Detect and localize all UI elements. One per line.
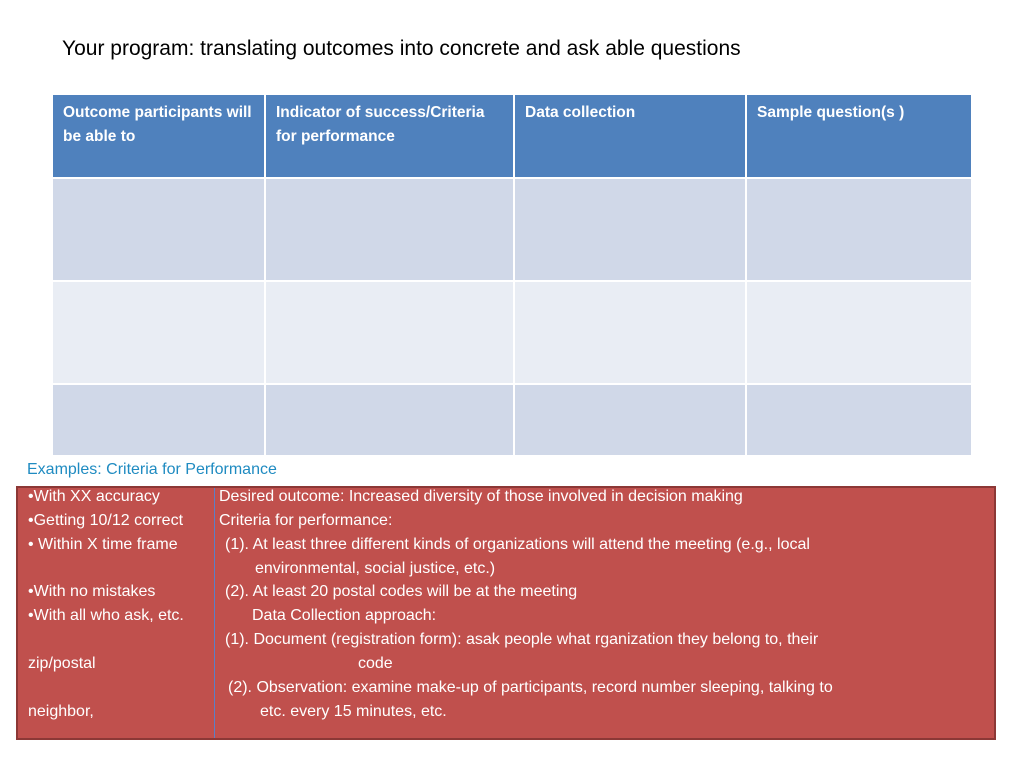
table-cell[interactable] — [746, 384, 972, 456]
table-row — [52, 281, 972, 384]
table-cell[interactable] — [746, 178, 972, 281]
table-cell[interactable] — [514, 178, 746, 281]
example-item: •With no mistakes — [28, 583, 156, 600]
table-cell[interactable] — [52, 281, 265, 384]
table-cell[interactable] — [514, 281, 746, 384]
example-item: •Getting 10/12 correct — [28, 512, 184, 529]
data-collection-heading-line: Data Collection approach: — [252, 607, 437, 624]
table-cell[interactable] — [52, 178, 265, 281]
example-item: •With XX accuracy — [28, 488, 160, 505]
table-header-row — [52, 94, 972, 178]
table-cell[interactable] — [514, 384, 746, 456]
data-collection-line: code — [358, 655, 393, 672]
header-outcome: Outcome participants will be able to — [52, 94, 265, 178]
data-collection-line: (1). Document (registration form): asak people what rganization they belong to, their — [225, 631, 819, 648]
table-cell[interactable] — [265, 178, 514, 281]
outcomes-table — [51, 93, 973, 457]
criteria-line: (1). At least three different kinds of organizations will attend the meeting (e.g., local — [225, 536, 810, 553]
table-row — [52, 178, 972, 281]
table-cell[interactable] — [265, 384, 514, 456]
table-cell[interactable] — [746, 281, 972, 384]
desired-outcome-line: Desired outcome: Increased diversity of those involved in decision making — [219, 488, 743, 505]
examples-divider — [214, 488, 215, 738]
criteria-heading-line: Criteria for performance: — [219, 512, 393, 529]
slide-title: Your program: translating outcomes into concrete and ask able questions — [62, 37, 741, 60]
data-collection-line: etc. every 15 minutes, etc. — [260, 703, 447, 720]
example-item: •With all who ask, etc. — [28, 607, 184, 624]
data-collection-line: (2). Observation: examine make-up of participants, record number sleeping, talking to — [228, 679, 833, 696]
example-item: • Within X time frame — [28, 536, 178, 553]
example-item: neighbor, — [28, 703, 94, 720]
header-indicator: Indicator of success/Criteria for performance — [265, 94, 514, 178]
table-row — [52, 384, 972, 456]
header-sample-questions: Sample question(s ) — [746, 94, 972, 178]
header-data-collection: Data collection — [514, 94, 746, 178]
example-item: zip/postal — [28, 655, 96, 672]
criteria-line: environmental, social justice, etc.) — [255, 560, 496, 577]
examples-heading: Examples: Criteria for Performance — [27, 461, 277, 478]
table-cell[interactable] — [52, 384, 265, 456]
examples-box — [16, 486, 996, 740]
table-cell[interactable] — [265, 281, 514, 384]
criteria-line: (2). At least 20 postal codes will be at the meeting — [225, 583, 578, 600]
